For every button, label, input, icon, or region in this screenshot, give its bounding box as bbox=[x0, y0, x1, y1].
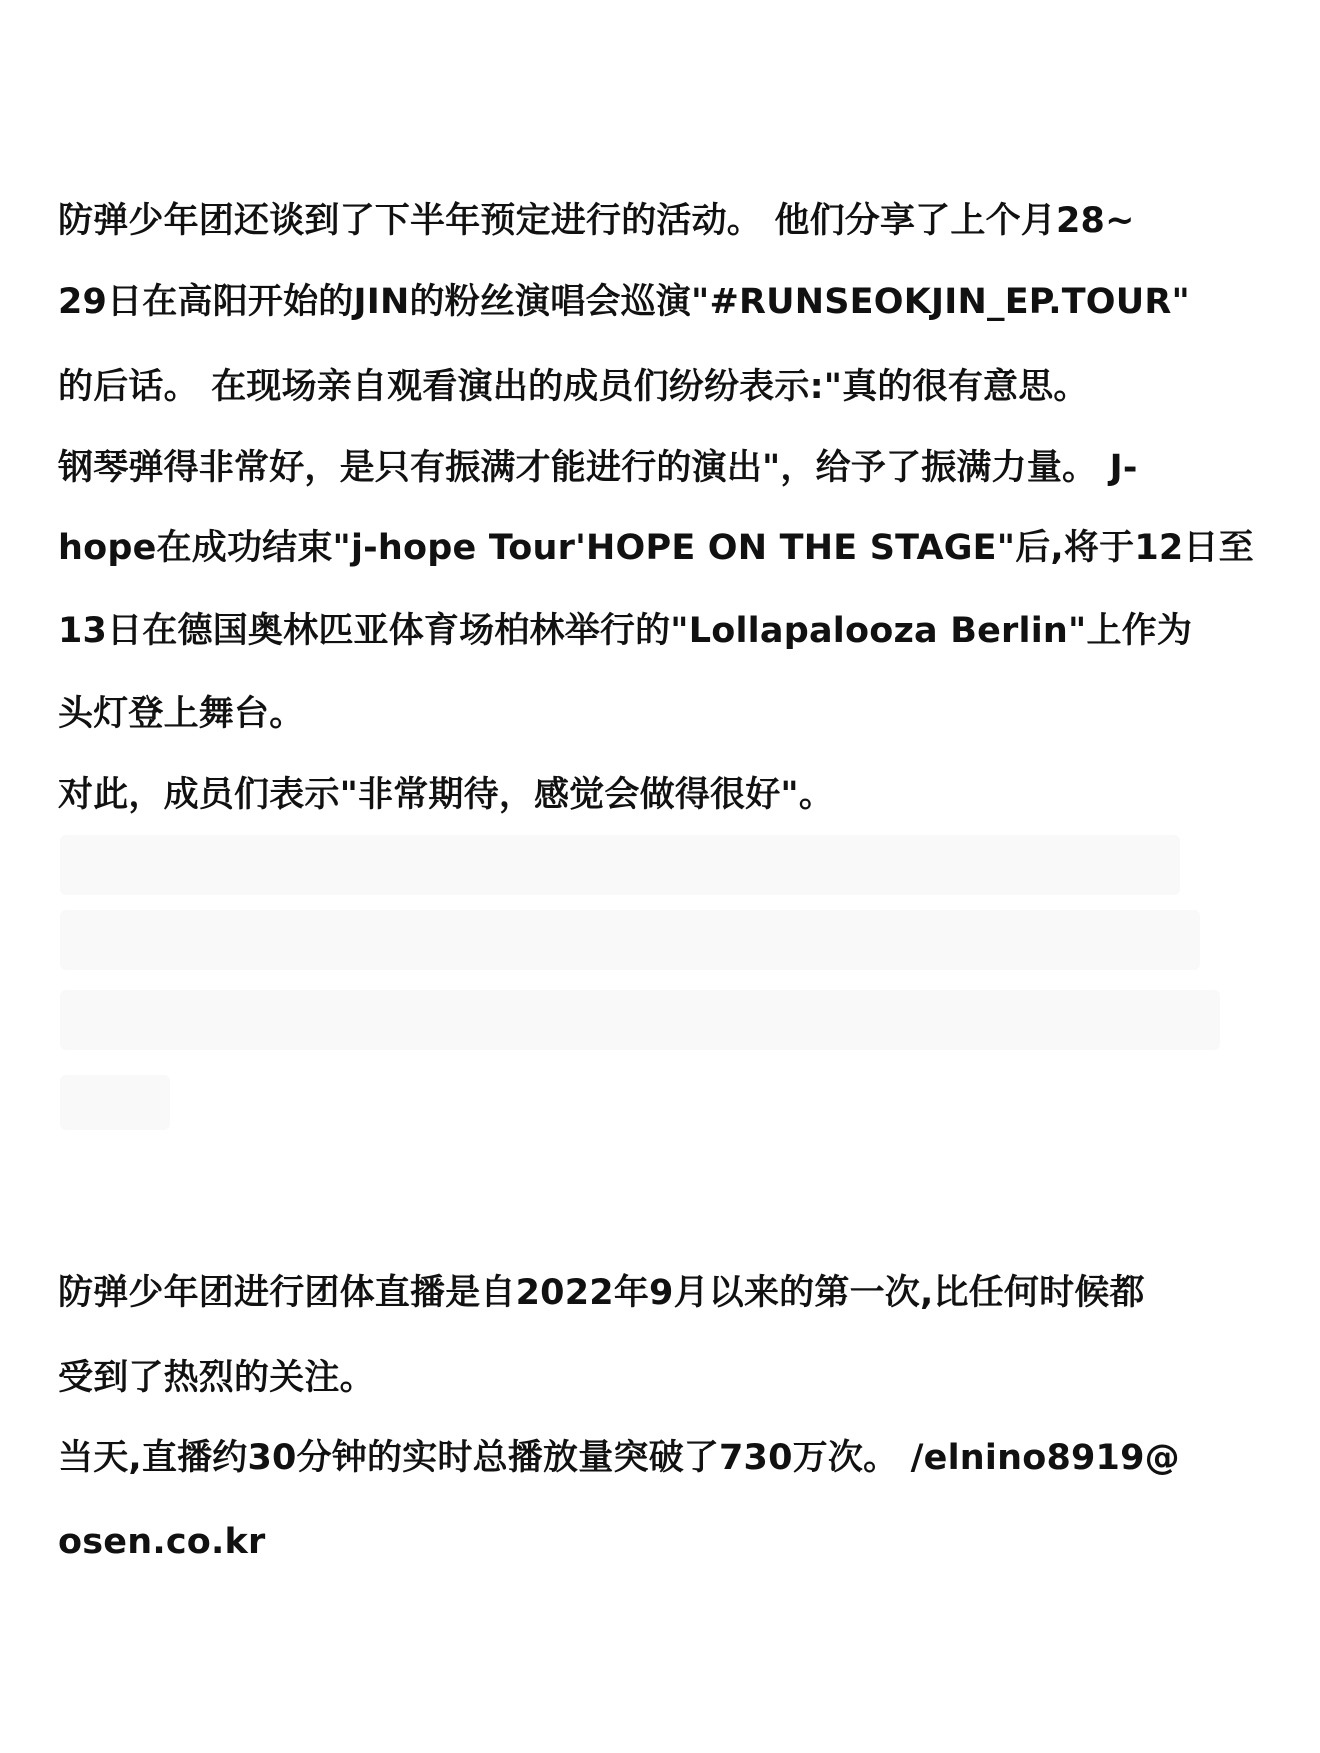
text-line: 钢琴弹得非常好，是只有振满才能进行的演出"，给予了振满力量。 J- bbox=[58, 448, 1138, 488]
text-line: 当天,直播约30分钟的实时总播放量突破了730万次。 /elnino8919@ bbox=[58, 1438, 1180, 1478]
text-line: 防弹少年团进行团体直播是自2022年9月以来的第一次,比任何时候都 bbox=[58, 1273, 1145, 1313]
text-line: 29日在高阳开始的JIN的粉丝演唱会巡演"#RUNSEOKJIN_EP.TOUR" bbox=[58, 282, 1190, 322]
text-line: hope在成功结束"j-hope Tour'HOPE ON THE STAGE"后,将于12日至 bbox=[58, 528, 1254, 568]
text-line: osen.co.kr bbox=[58, 1522, 266, 1562]
text-line: 头灯登上舞台。 bbox=[58, 694, 305, 734]
text-line: 的后话。 在现场亲自观看演出的成员们纷纷表示:"真的很有意思。 bbox=[58, 367, 1089, 407]
text-line: 防弹少年团还谈到了下半年预定进行的活动。 他们分享了上个月28~ bbox=[58, 201, 1135, 241]
faded-text-remnant bbox=[60, 1075, 170, 1130]
faded-text-remnant bbox=[60, 910, 1200, 970]
faded-text-remnant bbox=[60, 835, 1180, 895]
text-line: 受到了热烈的关注。 bbox=[58, 1358, 375, 1398]
text-line: 对此，成员们表示"非常期待，感觉会做得很好"。 bbox=[58, 775, 835, 815]
faded-text-remnant bbox=[60, 990, 1220, 1050]
text-line: 13日在德国奥林匹亚体育场柏林举行的"Lollapalooza Berlin"上作为 bbox=[58, 611, 1193, 651]
